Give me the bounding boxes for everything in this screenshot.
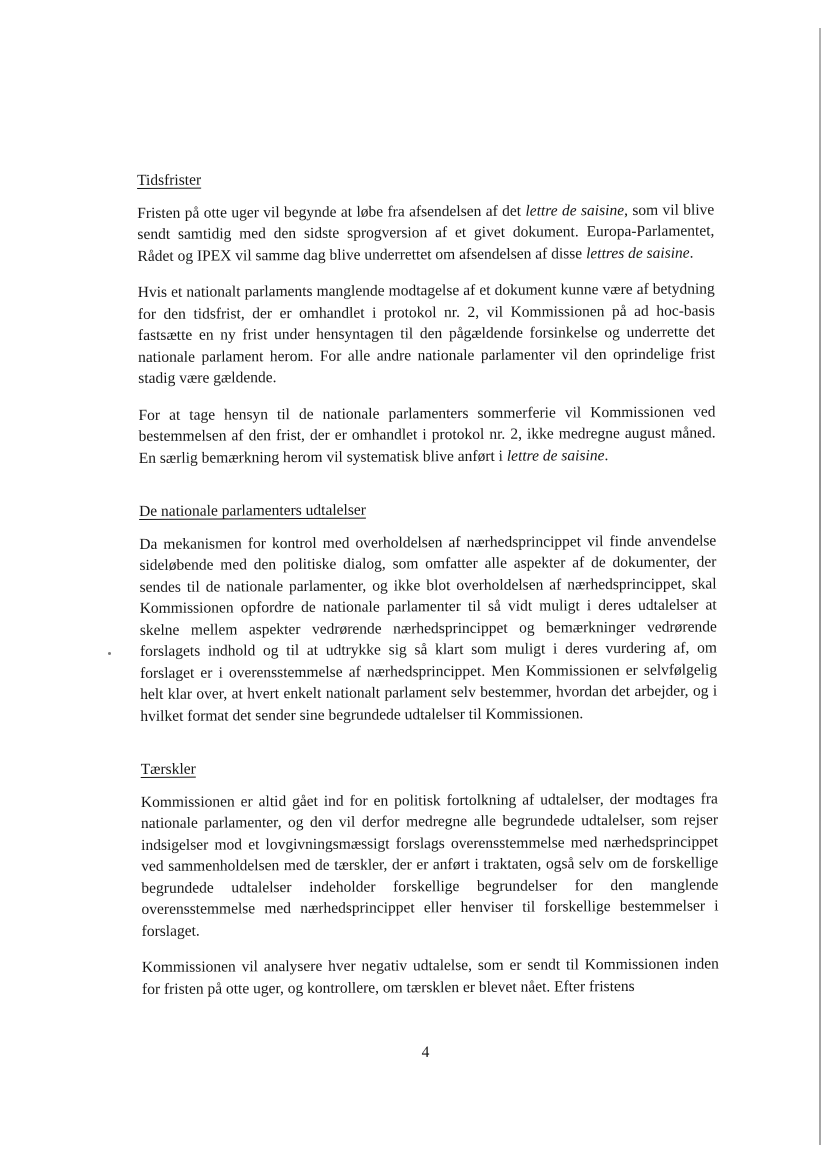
text-run: .	[604, 446, 609, 464]
section-heading: Tidsfrister	[137, 171, 202, 189]
document-body	[137, 166, 719, 1015]
section-heading: De nationale parlamenters udtalelser	[139, 501, 366, 520]
paragraph	[138, 401, 715, 469]
text-run: Da mekanismen for kontrol med overholdelsen af nærhedsprincippet vil finde anvendelse sideløbende med den politiske dialog, som omfatter alle aspekter af de dokumenter, der sendes til de nationale parlamenter, og ikke blot overholdelsen af nærhedsprincippet, skal Kommissionen opfordre de nationale parlamenter til så vidt muligt i deres udtalelser at skelne mellem aspekter vedrørende nærhedsprincippet og bemærkninger vedrørende forslagets indhold og til at udtrykke sig så klart som muligt i deres vurdering af, om forslaget er i overensstemmelse af nærhedsprincippet. Men Kommissionen er selvfølgelig helt klar over, at hvert enkelt nationalt parlament selv bestemmer, hvordan det arbejder, og i hvilket format det sender sine begrundede udtalelser til Kommissionen.	[139, 531, 718, 725]
scan-edge-line	[819, 28, 821, 1145]
paragraph	[139, 530, 717, 727]
text-run: .	[689, 244, 694, 262]
text-run: Kommissionen er altid gået ind for en politisk fortolkning af udtalelser, der modtages fra nationale parlamenter, og den vil derfor medregne alle begrundede udtalelser, som rejser indsigelser mod et lovgivningsmæssigt forslags overensstemmelse med nærhedsprincippet ved sammenholdelsen med de tærskler, der er anført i traktaten, også selv om de forskellige begrundede udtalelser indeholder forskellige begrundelser for den manglende overensstemmelse med nærhedsprincippet eller henviser til forskellige bestemmelser i forslaget.	[140, 789, 719, 940]
paragraph	[138, 278, 716, 389]
paragraph	[142, 953, 719, 1000]
italic-text-run: lettre de saisine	[506, 446, 605, 465]
text-run: For at tage hensyn til de nationale parlamenters sommerferie vil Kommissionen ved bestemmelsen af den frist, der er omhandlet i protokol nr. 2, ikke medregne august måned. En særlig bemærkning herom vil systematisk blive anført i	[138, 402, 716, 467]
document-section	[137, 166, 716, 469]
text-run: Hvis et nationalt parlaments manglende modtagelse af et dokument kunne være af betydning for den tidsfrist, der er omhandlet i protokol nr. 2, vil Kommissionen på ad hoc-basis fastsætte en ny frist under hensyntagen til den pågældende forsinkelse og underrette det nationale parlament herom. For alle andre nationale parlamenter vil den oprindelige frist stadig være gældende.	[137, 280, 716, 387]
document-section	[141, 755, 719, 1000]
paragraph	[137, 199, 714, 267]
italic-text-run: lettres de saisine	[585, 244, 690, 262]
text-run: Fristen på otte uger vil begynde at løbe fra afsendelsen af det	[137, 202, 526, 222]
paragraph	[141, 788, 719, 942]
text-run: Kommissionen vil analysere hver negativ udtalelse, som er sendt til Kommissionen inden for fristen på otte uger, og kontrollere, om tærsklen er blevet nået. Efter fristens	[141, 955, 719, 998]
italic-text-run: lettre de saisine	[525, 201, 625, 220]
document-section	[139, 497, 717, 727]
scan-speck	[108, 652, 111, 655]
section-heading: Tærskler	[140, 760, 196, 778]
text-run: , som vil blive sendt samtidig med den sidste sprogversion af et givet dokument. Europa-Parlamentet, Rådet og IPEX vil samme dag blive underrettet om afsendelsen af disse	[137, 200, 715, 265]
page-number: 4	[421, 1044, 430, 1061]
